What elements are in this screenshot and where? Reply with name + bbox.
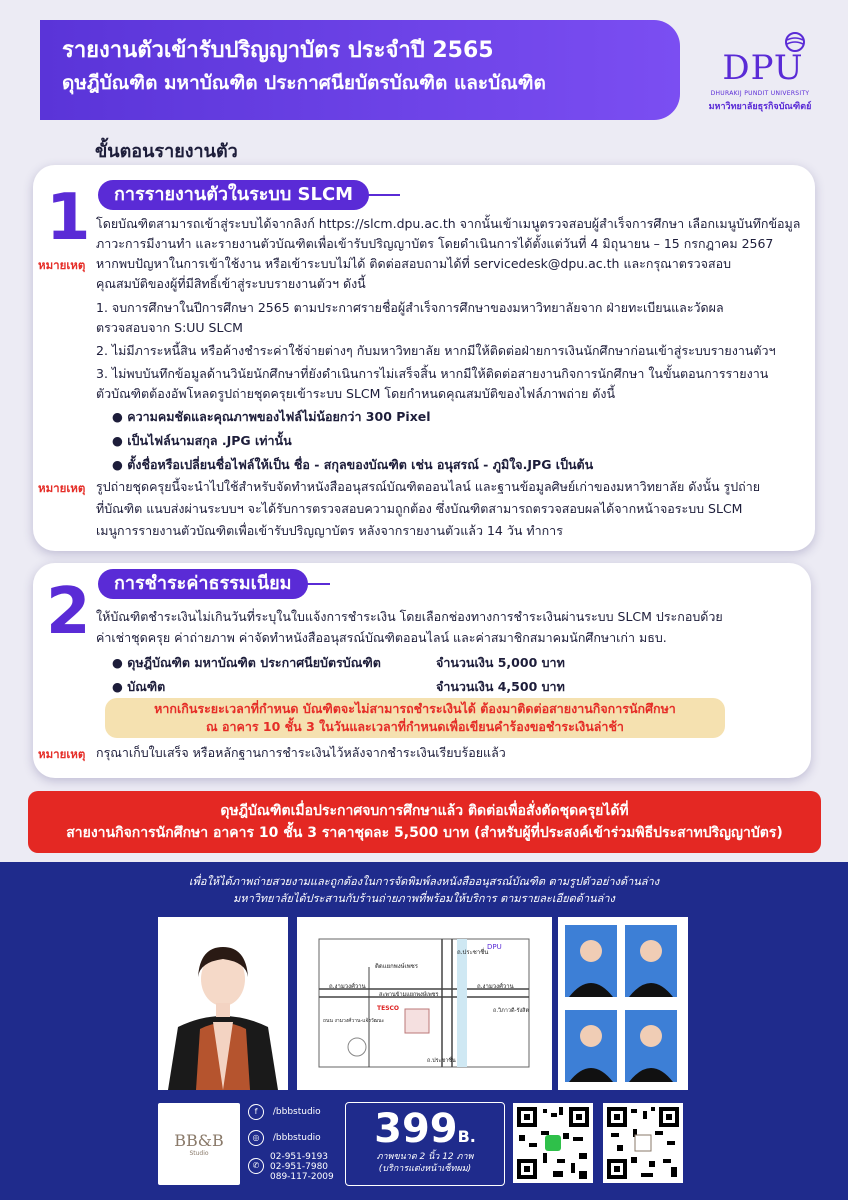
bullet-text: ความคมชัดและคุณภาพของไฟล์ไม่น้อยกว่า 300 Pixel (127, 409, 431, 424)
studio-location-map (297, 917, 552, 1090)
fee-label: ● บัณฑิต (112, 679, 166, 694)
banner-line: สายงานกิจการนักศึกษา อาคาร 10 ชั้น 3 ราคาชุดละ 5,500 บาท (สำหรับผู้ที่ประสงค์เข้าร่วมพิธีประสาทปริญญาบัตร) (66, 825, 783, 841)
fee-amount: จำนวนเงิน 4,500 บาท (436, 679, 565, 694)
step1-line: โดยบัณฑิตสามารถเข้าสู่ระบบได้จากลิงก์ https://slcm.dpu.ac.th จากนั้นเข้าเมนูตรวจสอบผู้สำเร็จการศึกษา เลือกเมนูบันทึกข้อมูล (96, 216, 801, 231)
steps-heading: ขั้นตอนรายงานตัว (95, 141, 238, 162)
notice-line: หากเกินระยะเวลาที่กำหนด บัณฑิตจะไม่สามารถชำระเงินได้ ต้องมาติดต่อสายงานกิจการนักศึกษา (154, 701, 676, 716)
footer-line: มหาวิทยาลัยได้ประสานกับร้านถ่ายภาพที่พร้อมให้บริการ ตามรายละเอียดด้านล่าง (233, 892, 615, 905)
id-sample-photos (558, 917, 688, 1090)
step2-line: ให้บัณฑิตชำระเงินไม่เกินวันที่ระบุในใบแจ้งการชำระเงิน โดยเลือกช่องทางการชำระเงินผ่านระบบ SLCM ประกอบด้วย (96, 609, 723, 624)
remark-line: เมนูการรายงานตัวบัณฑิตเพื่อเข้ารับปริญญาบัตร หลังจากรายงานตัวแล้ว 14 วัน ทำการ (96, 523, 563, 538)
bbb-studio-logo (158, 1103, 240, 1185)
phone-number: 02-951-9193 (270, 1152, 329, 1162)
map-label: ติดแยกพงษ์เพชร (375, 963, 418, 970)
fee-label-text: ดุษฎีบัณฑิต มหาบัณฑิต ประกาศนียบัตรบัณฑิต (127, 655, 381, 670)
bullet-text: ตั้งชื่อหรือเปลี่ยนชื่อไฟล์ให้เป็น ชื่อ - สกุลของบัณฑิต เช่น อนุสรณ์ - ภูมิใจ.JPG เป็นต้น (127, 457, 594, 472)
page-subtitle: ดุษฎีบัณฑิต มหาบัณฑิต ประกาศนียบัตรบัณฑิต และบัณฑิต (62, 72, 546, 94)
map-label: ถ.ประชาชื่น (427, 1058, 456, 1064)
map-label: สะพานข้ามแยกพงษ์เพชร (379, 992, 439, 998)
qr-code-icon (603, 1103, 683, 1183)
graduate-photo-illustration (158, 917, 288, 1090)
logo-text: DPU (722, 48, 804, 88)
step2-number: 2 (46, 575, 91, 649)
map-label: ถ.งามวงศ์วาน (477, 983, 514, 990)
step2-title: การชำระค่าธรรมเนียม (98, 569, 308, 599)
map-label: DPU (487, 943, 502, 951)
map-label: ถนน งามวงศ์วาน-แจ้งวัฒนะ (323, 1018, 385, 1024)
map-illustration (297, 917, 552, 1090)
gown-order-banner (28, 791, 821, 853)
step1-number: 1 (46, 181, 91, 255)
step2-line: ค่าเช่าชุดครุย ค่าถ่ายภาพ ค่าจัดทำหนังสืออนุสรณ์บัณฑิตออนไลน์ และค่าสมาชิกสมาคมนักศึกษาเก่า มธบ. (96, 630, 667, 645)
bullet-item: ● ความคมชัดและคุณภาพของไฟล์ไม่น้อยกว่า 300 Pixel (112, 409, 431, 424)
phone-number: 089-117-2009 (270, 1172, 334, 1182)
id-photos-illustration (558, 917, 688, 1090)
map-label: ถ.งามวงศ์วาน (329, 983, 366, 990)
step1-line: คุณสมบัติของผู้ที่มีสิทธิ์เข้าสู่ระบบรายงานตัวฯ ดังนี้ (96, 276, 366, 291)
bullet-text: เป็นไฟล์นามสกุล .JPG เท่านั้น (127, 433, 292, 448)
step1-line: หากพบปัญหาในการเข้าใช้งาน หรือเข้าระบบไม่ได้ ติดต่อสอบถามได้ที่ servicedesk@dpu.ac.th และกรุณาตรวจสอบ (96, 256, 732, 271)
banner-line: ดุษฎีบัณฑิตเมื่อประกาศจบการศึกษาแล้ว ติดต่อเพื่อสั่งตัดชุดครุยได้ที่ (220, 803, 629, 819)
studio-logo-text: BB&B (174, 1131, 224, 1150)
facebook-handle: /bbbstudio (272, 1107, 321, 1117)
bullet-item: ● ตั้งชื่อหรือเปลี่ยนชื่อไฟล์ให้เป็น ชื่อ - สกุลของบัณฑิต เช่น อนุสรณ์ - ภูมิใจ.JPG เป็นต้น (112, 457, 594, 472)
logo-sub-en: DHURAKIJ PUNDIT UNIVERSITY (710, 90, 810, 97)
graduate-sample-photo (158, 917, 288, 1090)
studio-qr-code[interactable] (603, 1103, 683, 1183)
step1-title: การรายงานตัวในระบบ SLCM (98, 180, 369, 210)
footer-line: เพื่อให้ได้ภาพถ่ายสวยงามและถูกต้องในการจัดพิมพ์ลงหนังสืออนุสรณ์บัณฑิต ตามรูปตัวอย่างด้านล่าง (188, 875, 660, 888)
map-label: ถ.ประชาชื่น (457, 949, 489, 956)
facebook-icon: f (248, 1104, 264, 1120)
price-box (345, 1102, 505, 1186)
step1-line: ภาวะการมีงานทำ และรายงานตัวบัณฑิตเพื่อเข้ารับปริญญาบัตร โดยดำเนินการได้ตั้งแต่วันที่ 4 มิถุนายน – 15 กรกฎาคม 2567 (96, 236, 774, 251)
instagram-handle: /bbbstudio (272, 1133, 321, 1143)
step1-line: ตรวจสอบจาก S:UU SLCM (96, 320, 243, 335)
dpu-logo (695, 28, 825, 118)
phone-number: 02-951-7980 (270, 1162, 329, 1172)
step1-line: ตัวบัณฑิตต้องอัพโหลดรูปถ่ายชุดครุยเข้าระบบ SLCM โดยกำหนดคุณสมบัติของไฟล์ภาพถ่าย ดังนี้ (96, 386, 616, 401)
price-unit: B. (457, 1127, 476, 1146)
bullet-item: ● เป็นไฟล์นามสกุล .JPG เท่านั้น (112, 433, 292, 448)
instagram-contact[interactable] (248, 1130, 321, 1146)
phone-list (270, 1152, 334, 1182)
late-payment-notice (105, 698, 725, 738)
logo-sub-th: มหาวิทยาลัยธุรกิจบัณฑิตย์ (708, 102, 812, 112)
fee-amount: จำนวนเงิน 5,000 บาท (436, 655, 565, 670)
notice-line: ณ อาคาร 10 ชั้น 3 ในวันและเวลาที่กำหนดเพื่อเขียนคำร้องขอชำระเงินล่าช้า (206, 719, 624, 734)
step1-line: 3. ไม่พบบันทึกข้อมูลด้านวินัยนักศึกษาที่ยังดำเนินการไม่เสร็จสิ้น หากมีให้ติดต่อสายงานกิจการนักศึกษา ในขั้นตอนการรายงาน (96, 366, 769, 381)
remark-label: หมายเหตุ (38, 481, 86, 495)
header-banner (40, 20, 680, 120)
fee-label-text: บัณฑิต (127, 679, 166, 694)
fee-label: ● ดุษฎีบัณฑิต มหาบัณฑิต ประกาศนียบัตรบัณฑิต (112, 655, 381, 670)
phone-contact[interactable] (248, 1158, 264, 1174)
price-detail: ภาพขนาด 2 นิ้ว 12 ภาพ (376, 1152, 474, 1162)
step1-line: 1. จบการศึกษาในปีการศึกษา 2565 ตามประกาศรายชื่อผู้สำเร็จการศึกษาของมหาวิทยาลัยจาก ฝ่ายทะเบียนและวัดผล (96, 300, 724, 315)
remark-line: รูปถ่ายชุดครุยนี้จะนำไปใช้สำหรับจัดทำหนังสืออนุสรณ์บัณฑิตออนไลน์ และฐานข้อมูลศิษย์เก่าของมหาวิทยาลัย ดังนั้น รูปถ่าย (96, 479, 761, 494)
qr-code-icon (513, 1103, 593, 1183)
studio-logo-sub: Studio (189, 1150, 209, 1157)
phone-icon: ✆ (248, 1158, 264, 1174)
remark-label: หมายเหตุ (38, 747, 86, 761)
instagram-icon: ◎ (248, 1130, 264, 1146)
remark-label: หมายเหตุ (38, 258, 86, 272)
line-qr-code[interactable] (513, 1103, 593, 1183)
remark-line: ที่บัณฑิต แนบส่งผ่านระบบฯ จะได้รับการตรวจสอบความถูกต้อง ซึ่งบัณฑิตสามารถตรวจสอบผลได้จากหน้าจอระบบ SLCM (96, 501, 743, 516)
price-detail: (บริการแต่งหน้าเซ็ทผม) (378, 1164, 472, 1174)
facebook-contact[interactable] (248, 1104, 321, 1120)
map-label: ถ.วิภาวดี-รังสิต (493, 1008, 530, 1014)
page-title: รายงานตัวเข้ารับปริญญาบัตร ประจำปี 2565 (62, 38, 494, 63)
step2-remark: กรุณาเก็บใบเสร็จ หรือหลักฐานการชำระเงินไว้หลังจากชำระเงินเรียบร้อยแล้ว (96, 745, 506, 760)
step1-line: 2. ไม่มีภาระหนี้สิน หรือค้างชำระค่าใช้จ่ายต่างๆ กับมหาวิทยาลัย หากมีให้ติดต่อฝ่ายการเงินนักศึกษาก่อนเข้าสู่ระบบรายงานตัวฯ (96, 343, 776, 358)
map-label: TESCO (377, 1005, 400, 1012)
price-amount: 399 (374, 1106, 458, 1152)
